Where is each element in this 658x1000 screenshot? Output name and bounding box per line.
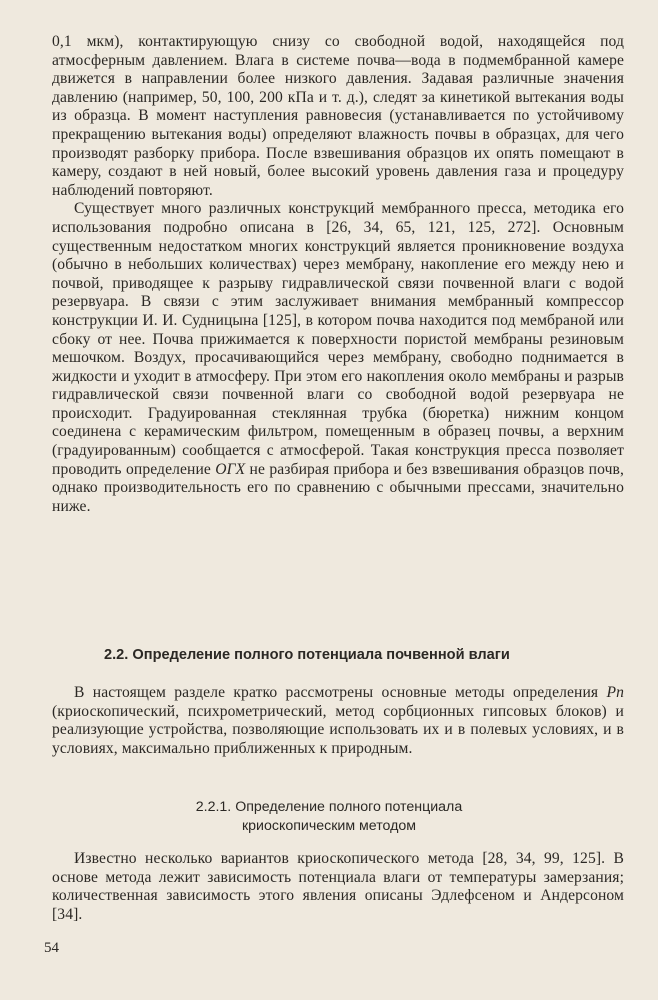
section-heading-2-2: 2.2. Определение полного потенциала почвенной влаги — [104, 647, 510, 663]
page-number: 54 — [44, 940, 59, 956]
paragraph-2 — [52, 200, 624, 516]
subsection-heading-2-2-1-line2: криоскопическим методом — [241, 818, 417, 834]
paragraph-3-symbol: Pп — [606, 684, 624, 701]
subsection-heading-2-2-1-line1: 2.2.1. Определение полного потенциала — [195, 799, 463, 815]
paragraph-2-text-a: Существует много различных конструкций мембранного пресса, методика его использования подробно описана в [26, 34, 65, 121, 125, 272]. Основным существенным недостатком многих конструкций является проникновение воздуха (обычно в небольших количествах) через мембрану, накопление его между нею и почвой, приводящее к разрыву гидравлической связи почвенной влаги с водой резервуара. В связи с этим заслуживает внимания мембранный компрессор конструкции И. И. Судницына [125], в котором почва находится под мембраной или сбоку от нее. Почва прижимается к поверхности пористой мембраны резиновым мешочком. Воздух, просачивающийся через мембрану, свободно поднимается в жидкости и уходит в атмосферу. При этом его накопления около мембраны и разрыв гидравлической связи почвенной влаги со свободной водой резервуара не происходит. Градуированная стеклянная трубка (бюретка) нижним концом соединена с керамическим фильтром, помещенным в образец почвы, а верхним (градуированным) сообщается с атмосферой. Такая конструкция пресса позволяет проводить определение — [52, 200, 624, 478]
text-block-section-2-2 — [52, 684, 624, 758]
text-block-section-2-2-1 — [52, 850, 624, 924]
text-block-top — [52, 33, 624, 516]
paragraph-3 — [52, 684, 624, 758]
paragraph-2-abbr: ОГХ — [215, 460, 246, 478]
paragraph-4: Известно несколько вариантов криоскопического метода [28, 34, 99, 125]. В основе метода лежит зависимость потенциала влаги от температуры замерзания; количественная зависимость этого явления описаны Эдлефсеном и Андерсоном [34]. — [52, 850, 624, 923]
paragraph-3-text-b: (криоскопический, психрометрический, метод сорбционных гипсовых блоков) и реализующие устройства, позволяющие использовать их и в полевых условиях, и в условиях, максимально приближенных к природным. — [52, 702, 624, 757]
paragraph-2-text-b: не разбирая прибора и без взвешивания образцов почв, однако производительность его по сравнению с обычными прессами, значительно ниже. — [52, 460, 624, 515]
paragraph-3-text-a: В настоящем разделе кратко рассмотрены основные методы определения — [74, 684, 607, 701]
paragraph-1: 0,1 мкм), контактирующую снизу со свободной водой, находящейся под атмосферным давлением. Влага в системе почва—вода в подмембранной камере движется в направлении более низкого давления. Задавая различные значения давлению (например, 50, 100, 200 кПа и т. д.), следят за кинетикой вытекания воды из образца. В момент наступления равновесия (устанавливается по устойчивому прекращению вытекания воды) определяют влажность почвы в образцах, для чего производят разборку прибора. После взвешивания образцов их опять помещают в камеру, создают в ней новый, более высокий уровень давления газа и процедуру наблюдений повторяют. — [52, 33, 624, 199]
